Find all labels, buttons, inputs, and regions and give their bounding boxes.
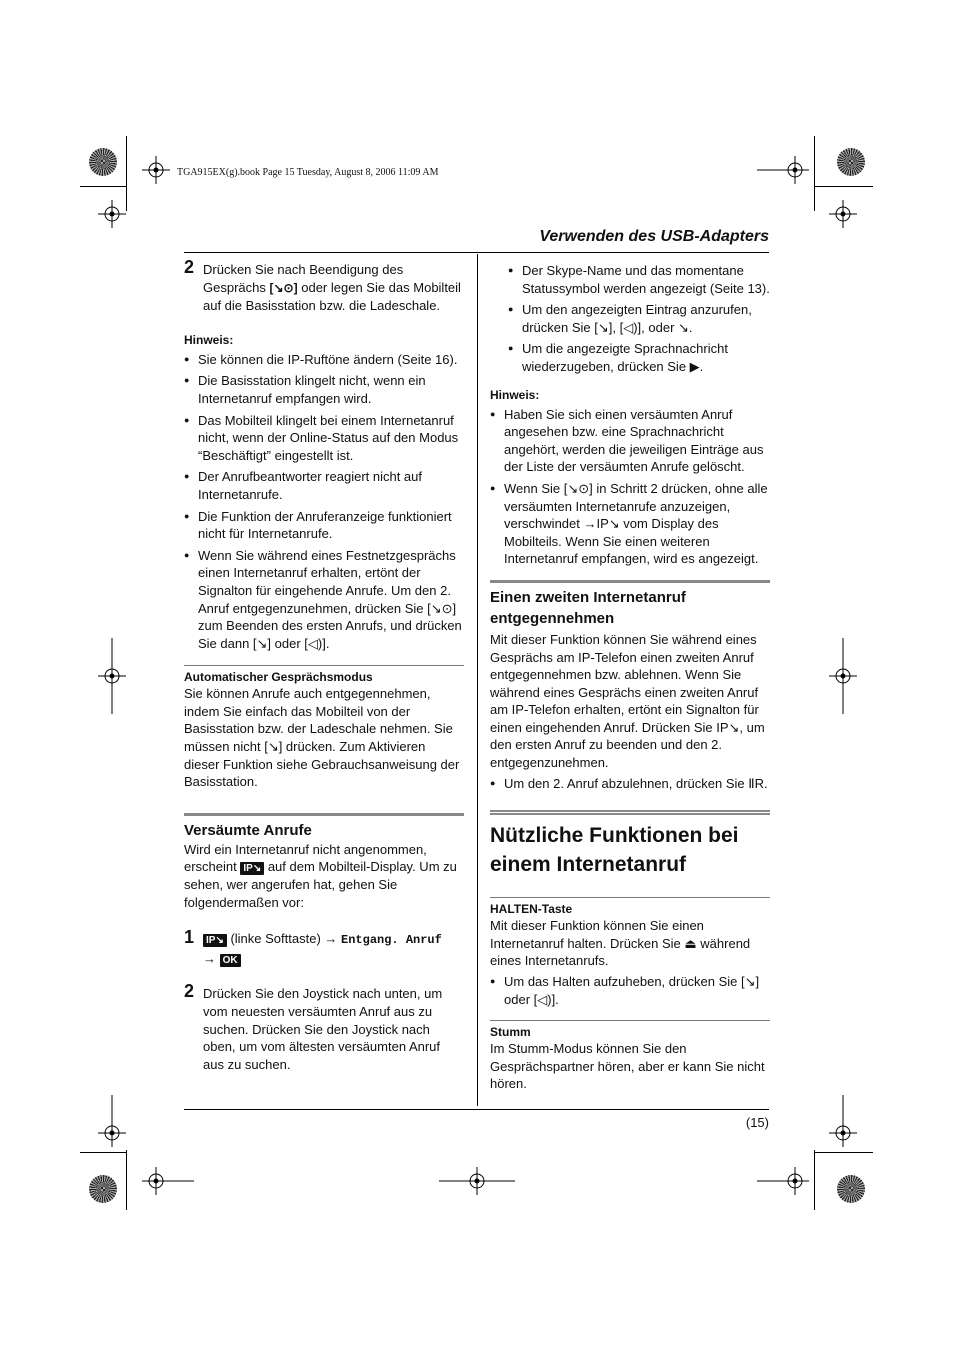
section-title: Einen zweiten Internetanruf entgegennehmen (490, 588, 686, 627)
section-text: Sie können Anrufe auch entgegennehmen, indem Sie einfach das Mobilteil von der Basisstation bzw. der Ladeschale nehmen. Sie müssen nicht [↘] drücken. Zum Aktivieren dieser Funktion siehe Gebrauchsanweisung der Basisstation. (184, 686, 460, 790)
auto-mode-section (184, 665, 464, 791)
section-subtitle: Stumm (490, 1025, 531, 1040)
list-item: ● Die Funktion der Anruferanzeige funktioniert nicht für Internetanrufe. (184, 508, 464, 543)
section-text: Im Stumm-Modus können Sie den Gesprächspartner hören, aber er kann Sie nicht hören. (490, 1041, 765, 1092)
list-item: ● Haben Sie sich einen versäumten Anruf angesehen bzw. eine Sprachnachricht angehört, werden die jeweiligen Einträge aus der Liste der versäumten Anrufe gelöscht. (490, 406, 770, 476)
running-head: Verwenden des USB-Adapters (539, 228, 769, 245)
list-item: ● Das Mobilteil klingelt bei einem Internetanruf nicht, wenn der Online-Status auf den Modus “Beschäftigt” eingestellt ist. (184, 412, 464, 465)
off-key-icon: [↘⊙] (269, 280, 298, 295)
menu-item: Entgang. Anruf (341, 933, 442, 948)
list-item: ● Um den 2. Anruf abzulehnen, drücken Sie ⅡR. (490, 775, 770, 793)
step-1 (184, 927, 464, 967)
column-divider (477, 254, 478, 1106)
list-item: ● Der Skype-Name und das momentane Statussymbol werden angezeigt (Seite 13). (508, 262, 770, 297)
hold-list (490, 973, 770, 1008)
footer-rule (184, 1109, 769, 1110)
hinweis-title: Hinweis: (184, 332, 234, 347)
step-number: 2 (184, 981, 195, 1002)
file-header: TGA915EX(g).book Page 15 Tuesday, August 8, 2006 11:09 AM (177, 167, 439, 178)
list-item: ● Um die angezeigte Sprachnachricht wiederzugeben, drücken Sie ▶. (508, 340, 770, 375)
missed-calls-section (184, 813, 464, 1074)
step-number: 2 (184, 257, 195, 277)
step-text: Drücken Sie den Joystick nach unten, um vom neuesten versäumten Anruf aus zu suchen. Drücken Sie den Joystick nach oben, um vom ältesten versäumten Anruf aus zu suchen. (203, 986, 443, 1072)
section-subtitle: Automatischer Gesprächsmodus (184, 670, 373, 685)
hold-section (490, 897, 770, 1008)
section-text: Mit dieser Funktion können Sie einen Internetanruf halten. Drücken Sie ⏏ während eines Internetanrufs. (490, 918, 751, 969)
left-column (184, 257, 464, 1073)
list-item: ● Sie können die IP-Ruftöne ändern (Seite 16). (184, 351, 464, 369)
section-title: Versäumte Anrufe (184, 821, 312, 839)
right-column (490, 262, 770, 1093)
header-rule (184, 252, 769, 253)
hinweis-list (184, 351, 464, 653)
list-item: ● Um den angezeigten Eintrag anzurufen, drücken Sie [↘], [◁)], oder ↘. (508, 301, 770, 336)
step-2b (184, 981, 464, 1073)
second-call-list (490, 775, 770, 793)
list-item: ● Die Basisstation klingelt nicht, wenn ein Internetanruf empfangen wird. (184, 372, 464, 407)
second-call-section (490, 580, 770, 792)
list-item: ● Wenn Sie [↘⊙] in Schritt 2 drücken, ohne alle versäumten Internetanrufe anzuzeigen, verschwindet →IP↘ vom Display des Mobilteils. Wenn Sie einen weiteren Internetanruf empfangen, wird es angezeigt. (490, 480, 770, 568)
ok-key-icon: OK (220, 954, 241, 967)
section-subtitle: HALTEN-Taste (490, 902, 573, 917)
hinweis-list (490, 406, 770, 568)
step-2 (184, 257, 464, 315)
step-text: IP↘ (linke Softtaste) → Entgang. Anruf → OK (203, 931, 442, 966)
ip-missed-icon: IP↘ (240, 862, 264, 875)
list-item: ● Um das Halten aufzuheben, drücken Sie [↘] oder [◁)]. (490, 973, 770, 1008)
section-text: Wird ein Internetanruf nicht angenommen, erscheint IP↘ auf dem Mobilteil-Display. Um zu sehen, wer angerufen hat, gehen Sie folgendermaßen vor: (184, 841, 457, 910)
missed-options-list (508, 262, 770, 376)
page-number: (15) (745, 1115, 769, 1130)
ip-softkey-icon: IP↘ (203, 934, 227, 947)
hinweis-title: Hinweis: (490, 387, 540, 402)
step-text: Drücken Sie nach Beendigung des Gesprächs [↘⊙] oder legen Sie das Mobilteil auf die Basisstation bzw. die Ladeschale. (203, 262, 461, 314)
chapter-title: Nützliche Funktionen bei einem Internetanruf (490, 824, 739, 877)
list-item: ● Der Anrufbeantworter reagiert nicht auf Internetanrufe. (184, 468, 464, 503)
step-number: 1 (184, 927, 195, 948)
useful-functions-section (490, 810, 770, 879)
list-item: ● Wenn Sie während eines Festnetzgesprächs einen Internetanruf erhalten, ertönt der Signalton für eingehende Anrufe. Um den 2. Anruf entgegenzunehmen, drücken Sie [↘⊙] zum Beenden des ersten Anrufs, und drücken Sie dann [↘] oder [◁)]. (184, 547, 464, 653)
mute-section (490, 1020, 770, 1093)
section-text: Mit dieser Funktion können Sie während eines Gesprächs am IP-Telefon einen zweiten Anruf entgegennehmen bzw. ablehnen. Wenn Sie während eines Gesprächs einen zweiten Anruf am IP-Telefon erhalten, ertönt ein Signalton für einen eingehenden Anruf. Drücken Sie IP↘, um den ersten Anruf zu beenden und den 2. entgegenzunehmen. (490, 631, 765, 771)
